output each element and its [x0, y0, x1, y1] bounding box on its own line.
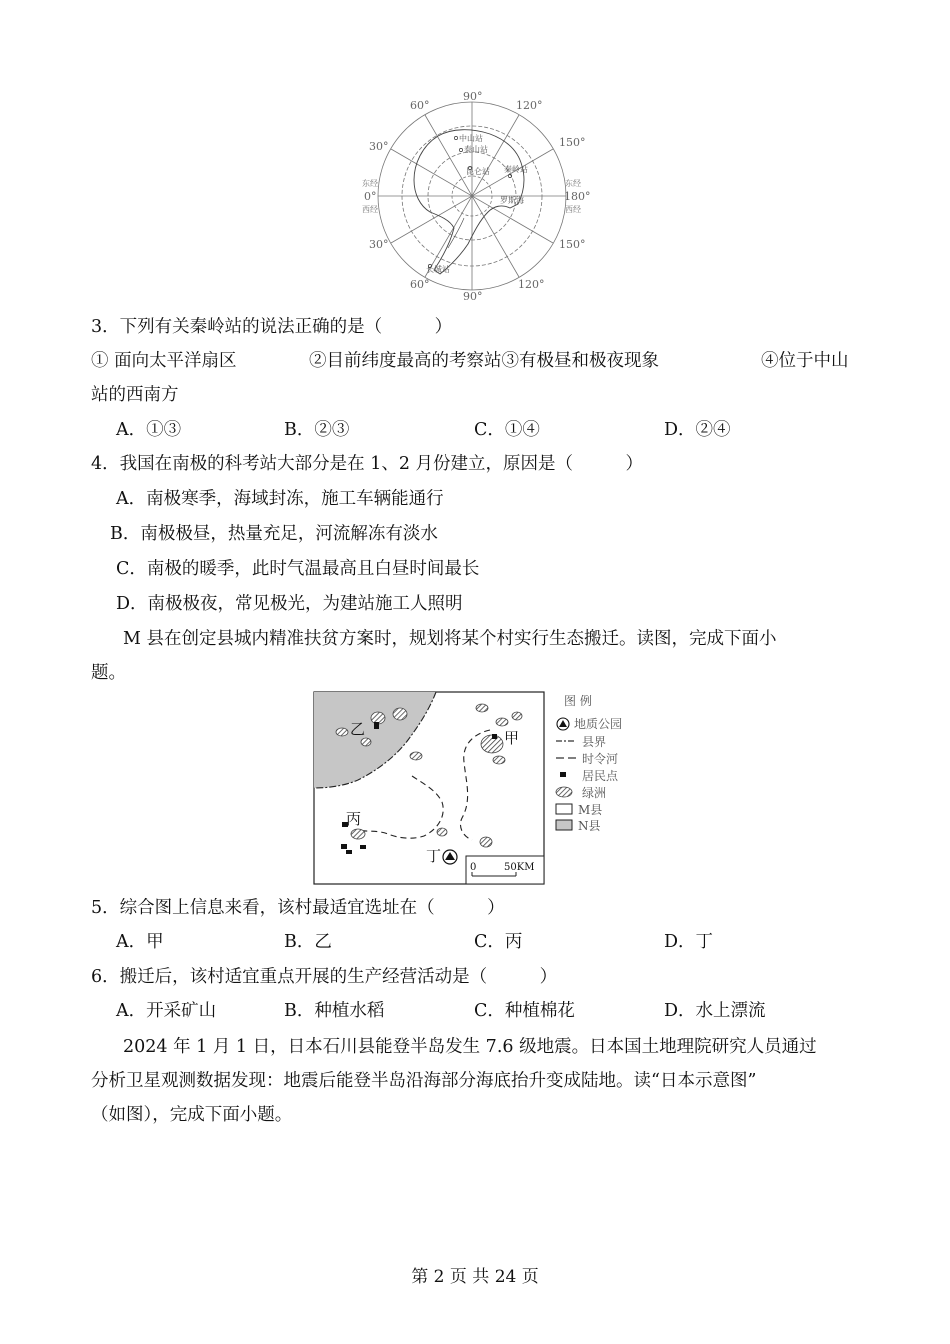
- q4-option-b[interactable]: B．南极极昼，热量充足，河流解冻有淡水: [110, 524, 438, 544]
- label-30-bl: 30°: [369, 238, 389, 251]
- q4-option-a[interactable]: A．南极寒季，海域封冻，施工车辆能通行: [116, 489, 444, 509]
- passage3-line1: 2024 年 1 月 1 日，日本石川县能登半岛发生 7.6 级地震。日本国土地理院研究人员通过: [123, 1037, 817, 1057]
- label-west-right: 西经: [565, 205, 581, 214]
- label-90-top: 90°: [463, 90, 483, 103]
- q3-option-a[interactable]: A．①③: [116, 420, 182, 440]
- legend-n-county-label: N县: [578, 819, 601, 833]
- passage2-line2: 题。: [91, 663, 126, 683]
- passage3-line2: 分析卫星观测数据发现：地震后能登半岛沿海部分海底抬升变成陆地。读“日本示意图”: [91, 1071, 757, 1091]
- q3-option-d[interactable]: D．②④: [664, 420, 731, 440]
- q3-statements-line2: 站的西南方: [91, 385, 179, 405]
- label-ross-sea: 罗斯海: [500, 196, 524, 205]
- label-90-bottom: 90°: [463, 290, 483, 303]
- station-great-wall: 长城站: [426, 265, 450, 274]
- label-150-r: 150°: [559, 136, 586, 149]
- q6-option-a[interactable]: A．开采矿山: [116, 1001, 217, 1021]
- q4-stem: 4．我国在南极的科考站大部分是在 1、2 月份建立，原因是（ ）: [91, 454, 644, 474]
- q3-option-c[interactable]: C．①④: [474, 420, 540, 440]
- legend-river-label: 时令河: [582, 752, 619, 766]
- place-bing: 丙: [346, 810, 362, 828]
- q5-stem: 5．综合图上信息来看，该村最适宜选址在（ ）: [91, 898, 505, 918]
- legend-settlement-icon: [560, 772, 566, 777]
- legend-m-county-label: M县: [578, 803, 603, 817]
- q5-option-d[interactable]: D．丁: [664, 932, 714, 952]
- label-120-br: 120°: [518, 278, 545, 291]
- label-180: 180°: [564, 190, 591, 203]
- legend-geopark-label: 地质公园: [574, 717, 623, 731]
- antarctic-polar-map: [360, 88, 600, 304]
- legend-settlement-label: 居民点: [582, 769, 619, 783]
- place-jia: 甲: [504, 729, 520, 747]
- legend-title: 图 例: [564, 694, 592, 708]
- q6-option-d[interactable]: D．水上漂流: [664, 1001, 766, 1021]
- q6-option-b[interactable]: B．种植水稻: [284, 1001, 385, 1021]
- q3-statement-1: ① 面向太平洋扇区: [91, 351, 237, 371]
- place-yi: 乙: [350, 720, 366, 738]
- q6-option-c[interactable]: C．种植棉花: [474, 1001, 575, 1021]
- county-map: [312, 690, 642, 886]
- station-taishan: 泰山站: [464, 145, 488, 154]
- label-east-right: 东经: [565, 179, 581, 188]
- legend-border-label: 县界: [582, 735, 607, 749]
- q3-option-b[interactable]: B．②③: [284, 420, 350, 440]
- label-0: 0°: [364, 190, 377, 203]
- label-120-tr: 120°: [516, 99, 543, 112]
- q6-stem: 6．搬迁后，该村适宜重点开展的生产经营活动是（ ）: [91, 967, 558, 987]
- label-150-br: 150°: [559, 238, 586, 251]
- q3-statements-2-3: ②目前纬度最高的考察站③有极昼和极夜现象: [309, 351, 659, 371]
- label-30-l: 30°: [369, 140, 389, 153]
- passage2-line1: M 县在创定县城内精准扶贫方案时，规划将某个村实行生态搬迁。读图，完成下面小: [123, 629, 777, 649]
- page-footer: 第 2 页 共 24 页: [411, 1267, 539, 1287]
- scale-zero: 0: [470, 862, 477, 873]
- place-ding: 丁: [426, 847, 442, 865]
- map-legend: [556, 693, 622, 833]
- q5-option-b[interactable]: B．乙: [284, 932, 332, 952]
- q3-statement-4: ④位于中山: [761, 351, 849, 371]
- label-60-tl: 60°: [410, 99, 430, 112]
- q5-option-a[interactable]: A．甲: [116, 932, 164, 952]
- q4-option-c[interactable]: C．南极的暖季，此时气温最高且白昼时间最长: [116, 559, 480, 579]
- legend-oasis-label: 绿洲: [582, 786, 607, 800]
- label-west-left: 西经: [362, 205, 378, 214]
- station-kunlun: 昆仑站: [466, 167, 490, 176]
- q4-option-d[interactable]: D．南极极夜，常见极光，为建站施工人照明: [116, 594, 463, 614]
- legend-n-county-swatch: [556, 820, 572, 830]
- q3-stem: 3．下列有关秦岭站的说法正确的是（ ）: [91, 317, 453, 337]
- station-zhongshan: 中山站: [459, 134, 483, 143]
- label-60-bl: 60°: [410, 278, 430, 291]
- passage3-line3: （如图），完成下面小题。: [91, 1105, 293, 1125]
- scale-distance: 50KM: [504, 862, 535, 873]
- label-east-left: 东经: [362, 179, 378, 188]
- station-qinling: 秦岭站: [504, 165, 528, 174]
- q5-option-c[interactable]: C．丙: [474, 932, 523, 952]
- legend-m-county-swatch: [556, 804, 572, 814]
- legend-oasis-icon: [556, 787, 572, 797]
